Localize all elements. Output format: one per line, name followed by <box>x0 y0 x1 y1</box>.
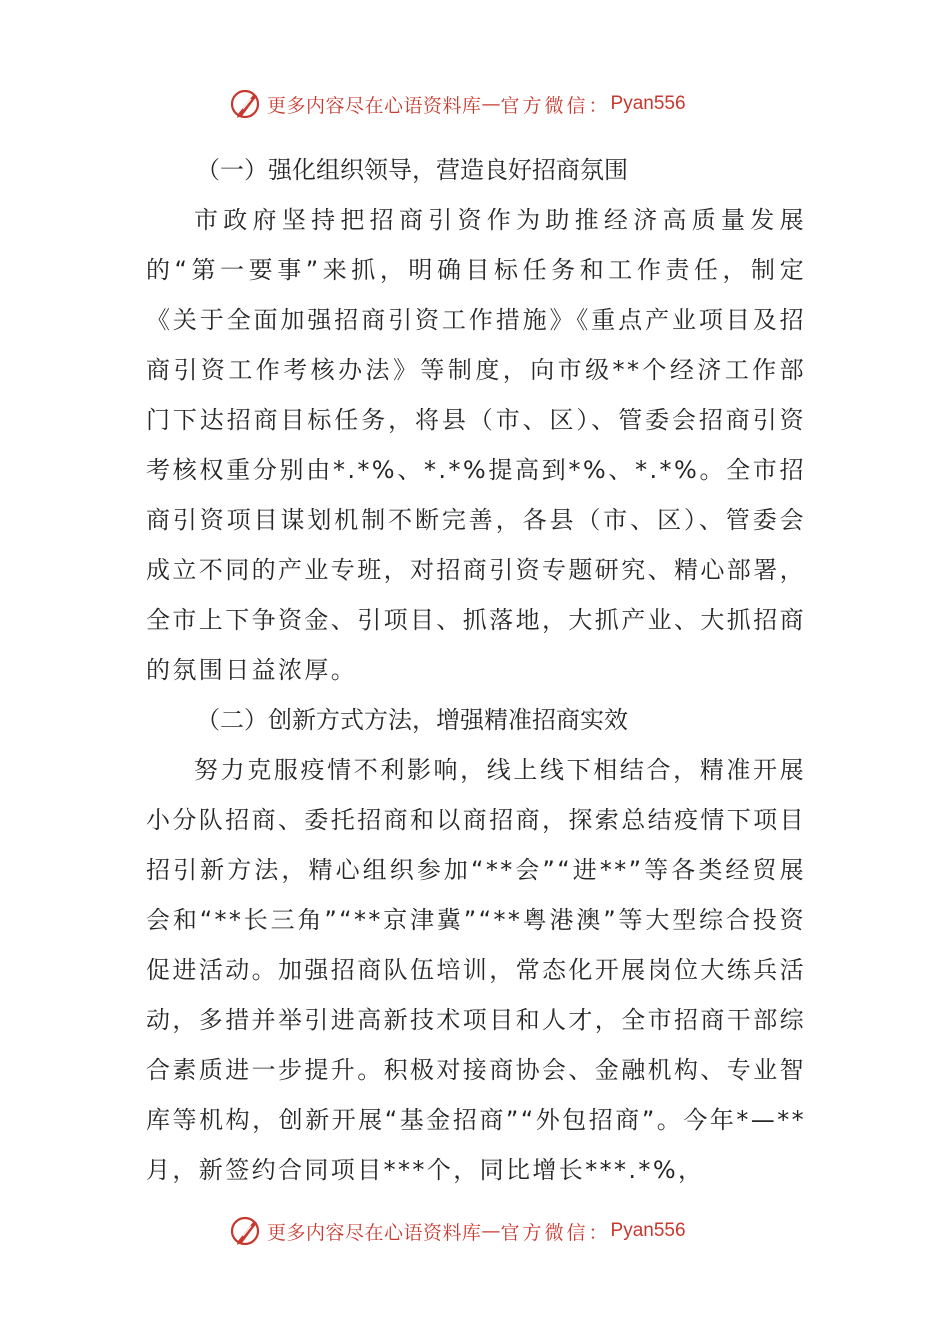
pen-logo-icon <box>229 87 263 121</box>
footer-watermark-banner <box>229 1211 686 1251</box>
header-watermark-banner <box>229 84 686 124</box>
banner-wechat-id: Pyan556 <box>610 93 686 114</box>
section-paragraph-2: 努力克服疫情不利影响，线上线下相结合，精准开展小分队招商、委托招商和以商招商，探索总结疫情下项目招引新方法，精心组织参加“**会”“进**”等各类经贸展会和“**长三角”“**京津冀”“**粤港澳”等大型综合投资促进活动。加强招商队伍培训，常态化开展岗位大练兵活动，多措并举引进高新技术项目和人才，全市招商干部综合素质进一步提升。积极对接商协会、金融机构、专业智库等机构，创新开展“基金招商”“外包招商”。今年*—**月，新签约合同项目***个，同比增长***.*%， <box>146 756 806 1184</box>
banner-wechat-id: Pyan556 <box>610 1220 686 1241</box>
banner-separator: — <box>481 1220 501 1242</box>
section-paragraph-1: 市政府坚持把招商引资作为助推经济高质量发展的“第一要事”来抓，明确目标任务和工作责任，制定《关于全面加强招商引资工作措施》《重点产业项目及招商引资工作考核办法》等制度，向市级**个经济工作部门下达招商目标任务，将县（市、区）、管委会招商引资考核权重分别由*.*%、*.*%提高到*%、*.*%。全市招商引资项目谋划机制不断完善，各县（市、区）、管委会成立不同的产业专班，对招商引资专题研究、精心部署，全市上下争资金、引项目、抓落地，大抓产业、大抓招商的氛围日益浓厚。 <box>146 206 806 684</box>
section-heading-2: （二）创新方式方法，增强精准招商实效 <box>196 706 628 734</box>
banner-text: 更多内容尽在心语资料库 <box>267 1221 482 1244</box>
banner-wechat-label: 官方微信： <box>500 1221 611 1244</box>
section-heading-1: （一）强化组织领导，营造良好招商氛围 <box>196 156 628 184</box>
banner-separator: — <box>481 93 501 115</box>
document-body <box>146 145 806 1195</box>
banner-text: 更多内容尽在心语资料库 <box>267 94 482 117</box>
pen-logo-icon <box>229 1214 263 1248</box>
banner-wechat-label: 官方微信： <box>500 94 611 117</box>
